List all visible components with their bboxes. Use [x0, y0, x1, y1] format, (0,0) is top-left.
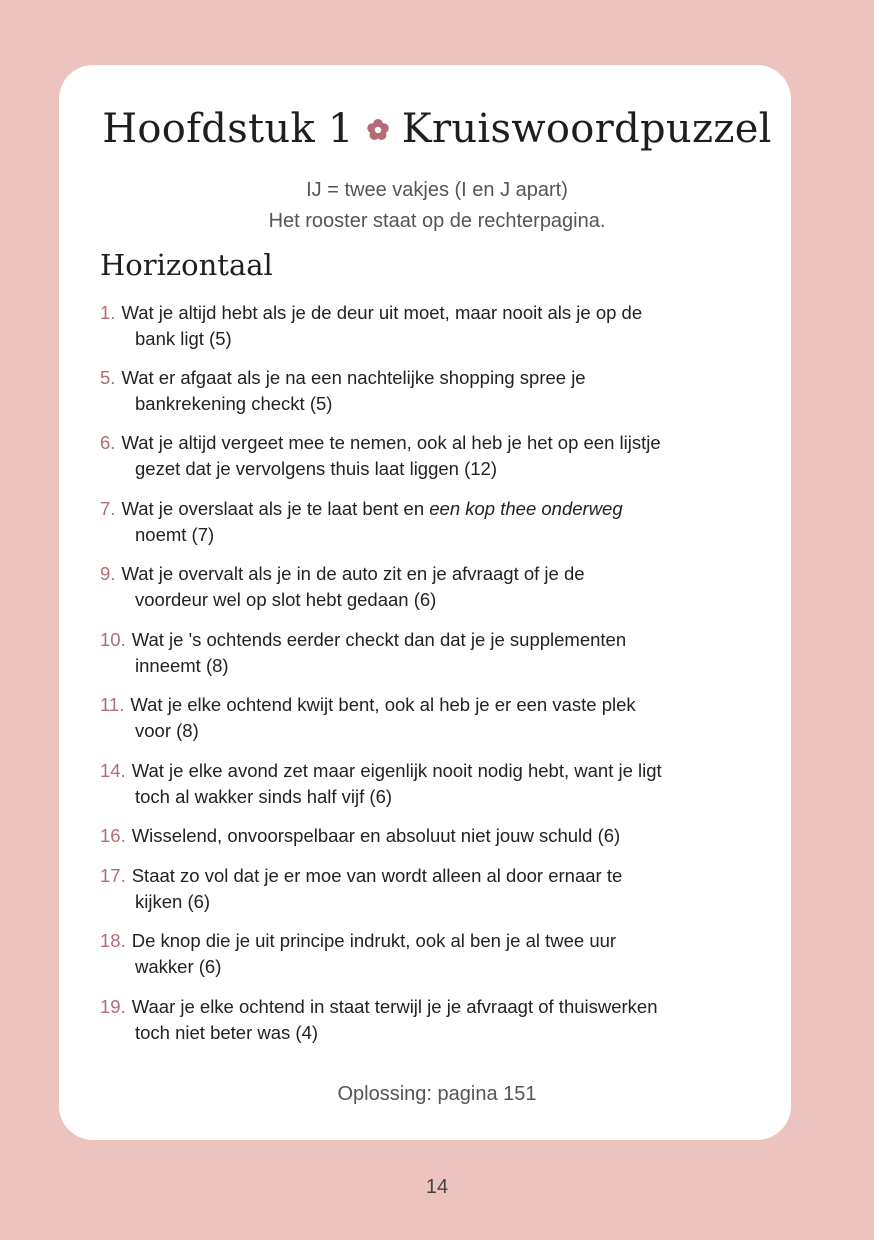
clue-text-italic: een kop thee onderweg [429, 498, 623, 519]
clue-text-continued: bank ligt (5) [135, 328, 232, 349]
page-title [0, 106, 874, 155]
clue-text: Wat je overslaat als je te laat bent en [121, 498, 430, 519]
clue-number: 1. [100, 302, 116, 323]
clue-text: De knop die je uit principe indrukt, ook al ben je al twee uur [131, 930, 617, 951]
clue-number: 10. [100, 629, 126, 650]
clue-number: 19. [100, 996, 126, 1017]
solution-reference: Oplossing: pagina 151 [337, 1083, 537, 1105]
clue-item [100, 561, 760, 613]
clue-item [100, 300, 760, 352]
page-number: 14 [425, 1176, 449, 1198]
clue-text-continued: inneemt (8) [135, 655, 229, 676]
intro-line-2: Het rooster staat op de rechterpagina. [268, 210, 606, 232]
clue-item [100, 758, 760, 810]
clue-item [100, 627, 760, 679]
clue-text-continued: voor (8) [135, 720, 199, 741]
clue-text-continued: toch niet beter was (4) [135, 1022, 319, 1043]
clue-text-continued: wakker (6) [135, 956, 222, 977]
clue-text: Wat je 's ochtends eerder checkt dan dat je je supplementen [131, 629, 627, 650]
section-heading: Horizontaal [100, 248, 273, 282]
clue-text: Wisselend, onvoorspelbaar en absoluut niet jouw schuld (6) [131, 825, 621, 846]
clue-number: 7. [100, 498, 116, 519]
clue-item [100, 496, 760, 548]
intro-line-1: IJ = twee vakjes (I en J apart) [306, 179, 568, 201]
clue-text: Wat je altijd hebt als je de deur uit moet, maar nooit als je op de [121, 302, 643, 323]
clue-text: Wat je elke ochtend kwijt bent, ook al heb je er een vaste plek [130, 694, 636, 715]
title-topic: Kruiswoordpuzzel [401, 106, 772, 152]
clue-text-continued: noemt (7) [135, 524, 215, 545]
clue-number: 18. [100, 930, 126, 951]
clue-text: Wat je elke avond zet maar eigenlijk nooit nodig hebt, want je ligt [131, 760, 662, 781]
title-chapter: Hoofdstuk 1 [102, 106, 354, 152]
clue-item [100, 863, 760, 915]
clue-text-continued: voordeur wel op slot hebt gedaan (6) [135, 589, 437, 610]
clue-item [100, 692, 760, 744]
clue-number: 11. [100, 694, 125, 715]
clue-number: 16. [100, 825, 126, 846]
clue-text: Wat je overvalt als je in de auto zit en je afvraagt of je de [121, 563, 585, 584]
clue-item [100, 928, 760, 980]
clue-text-continued: gezet dat je vervolgens thuis laat liggen (12) [135, 458, 497, 479]
flower-icon [366, 106, 390, 152]
clue-number: 17. [100, 865, 126, 886]
clue-text: Wat je altijd vergeet mee te nemen, ook al heb je het op een lijstje [121, 432, 661, 453]
clue-item [100, 430, 760, 482]
clue-text-continued: kijken (6) [135, 891, 211, 912]
clue-number: 9. [100, 563, 116, 584]
clue-text: Staat zo vol dat je er moe van wordt alleen al door ernaar te [131, 865, 623, 886]
clue-item [100, 994, 760, 1046]
clue-number: 6. [100, 432, 116, 453]
clue-text: Wat er afgaat als je na een nachtelijke shopping spree je [121, 367, 586, 388]
clue-number: 14. [100, 760, 126, 781]
clue-number: 5. [100, 367, 116, 388]
clue-text-continued: toch al wakker sinds half vijf (6) [135, 786, 393, 807]
clue-item [100, 823, 760, 849]
clue-item [100, 365, 760, 417]
clue-text-continued: bankrekening checkt (5) [135, 393, 333, 414]
clue-text: Waar je elke ochtend in staat terwijl je je afvraagt of thuiswerken [131, 996, 658, 1017]
